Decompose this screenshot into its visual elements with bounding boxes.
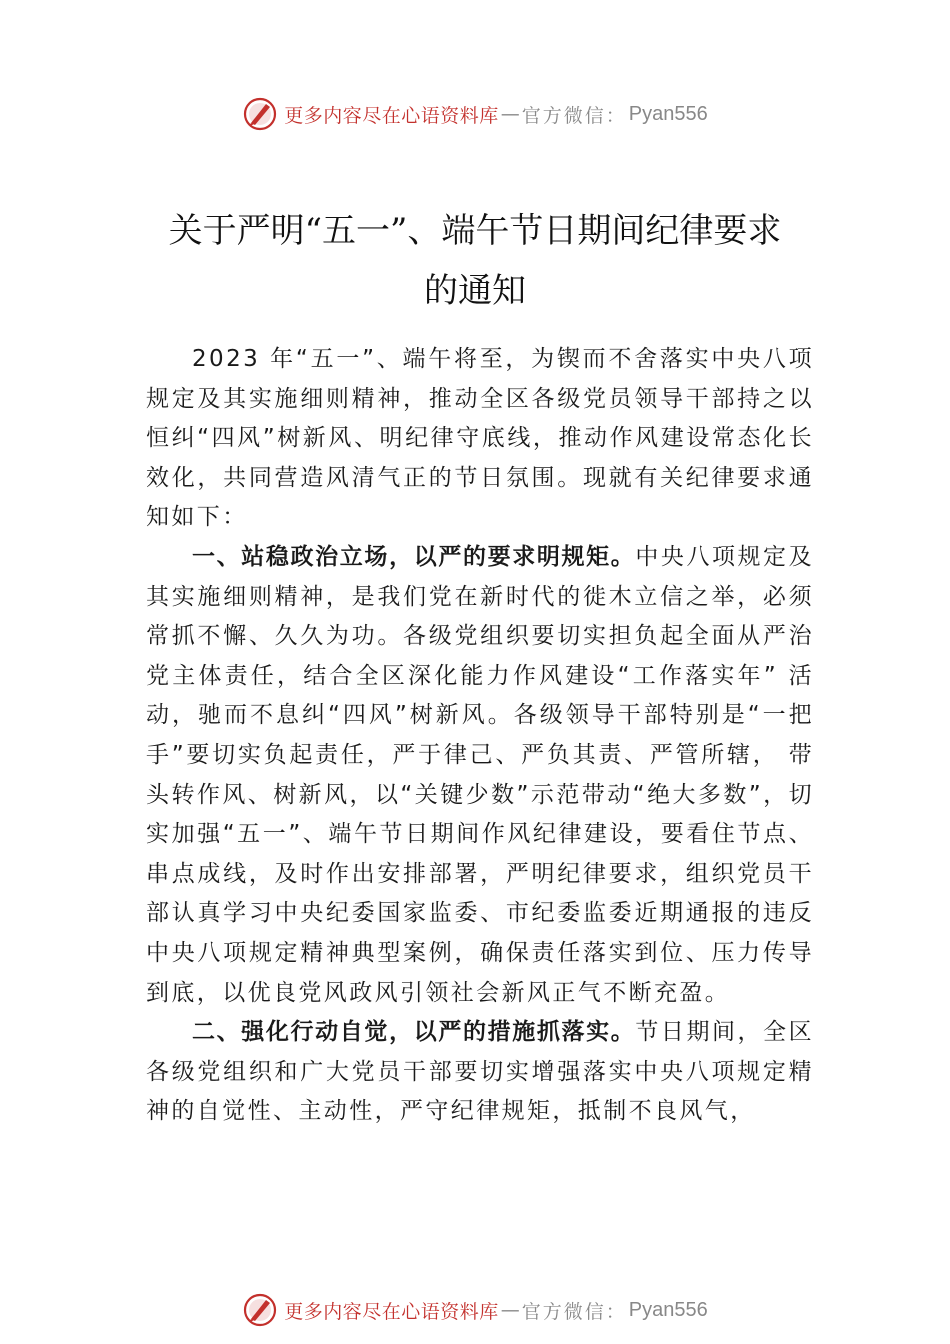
banner-label: 官方微信： xyxy=(521,1300,627,1323)
document-body xyxy=(146,340,814,1132)
section-paragraph xyxy=(146,1013,814,1132)
document-title xyxy=(120,201,830,321)
banner-wechat-id: Pyan556 xyxy=(628,102,708,125)
banner-wechat-id: Pyan556 xyxy=(628,1298,708,1321)
banner-text: 更多内容尽在心语资料库 xyxy=(284,104,499,127)
section-paragraph xyxy=(146,538,814,1013)
intro-paragraph: 2023 年“五一”、端午将至，为锲而不舍落实中央八项规定及其实施细则精神，推动全区各级党员领导干部持之以恒纠“四风”树新风、明纪律守底线，推动作风建设常态化长效化，共同营造风清气正的节日氛围。现就有关纪律要求通知如下： xyxy=(146,346,814,531)
section-heading: 一、站稳政治立场，以严的要求明规矩。 xyxy=(192,543,636,570)
section-text: 中央八项规定及其实施细则精神，是我们党在新时代的徙木立信之举，必须常抓不懈、久久为功。各级党组织要切实担负起全面从严治党主体责任，结合全区深化能力作风建设“工作落实年” 活动，驰而不息纠“四风”树新风。各级领导干部特别是“一把手”要切实负起责任，严于律己、严负其责、严管所辖， 带头转作风、树新风，以“关键少数”示范带动“绝大多数”，切实加强“五一”、端午节日期间作风纪律建设，要看住节点、串点成线，及时作出安排部署，严明纪律要求，组织党员干部认真学习中央纪委国家监委、市纪委监委近期通报的违反中央八项规定精神典型案例，确保责任落实到位、压力传导到底，以优良党风政风引领社会新风正气不断充盈。 xyxy=(146,543,814,1006)
banner-label: 官方微信： xyxy=(521,104,627,127)
banner-text: 更多内容尽在心语资料库 xyxy=(284,1300,499,1323)
title-line-1: 关于严明“五一”、端午节日期间纪律要求 xyxy=(168,210,782,251)
banner-separator: — xyxy=(500,1299,520,1321)
section-heading: 二、强化行动自觉，以严的措施抓落实。 xyxy=(192,1019,636,1046)
banner-separator: — xyxy=(500,103,520,125)
quill-seal-icon xyxy=(242,96,278,132)
quill-seal-icon xyxy=(242,1292,278,1328)
header-banner xyxy=(0,94,950,134)
section-text: 节日期间，全区各级党组织和广大党员干部要切实增强落实中央八项规定精神的自觉性、主动性，严守纪律规矩，抵制不良风气， xyxy=(146,1019,814,1125)
title-line-2: 的通知 xyxy=(424,270,526,311)
footer-banner xyxy=(0,1290,950,1330)
